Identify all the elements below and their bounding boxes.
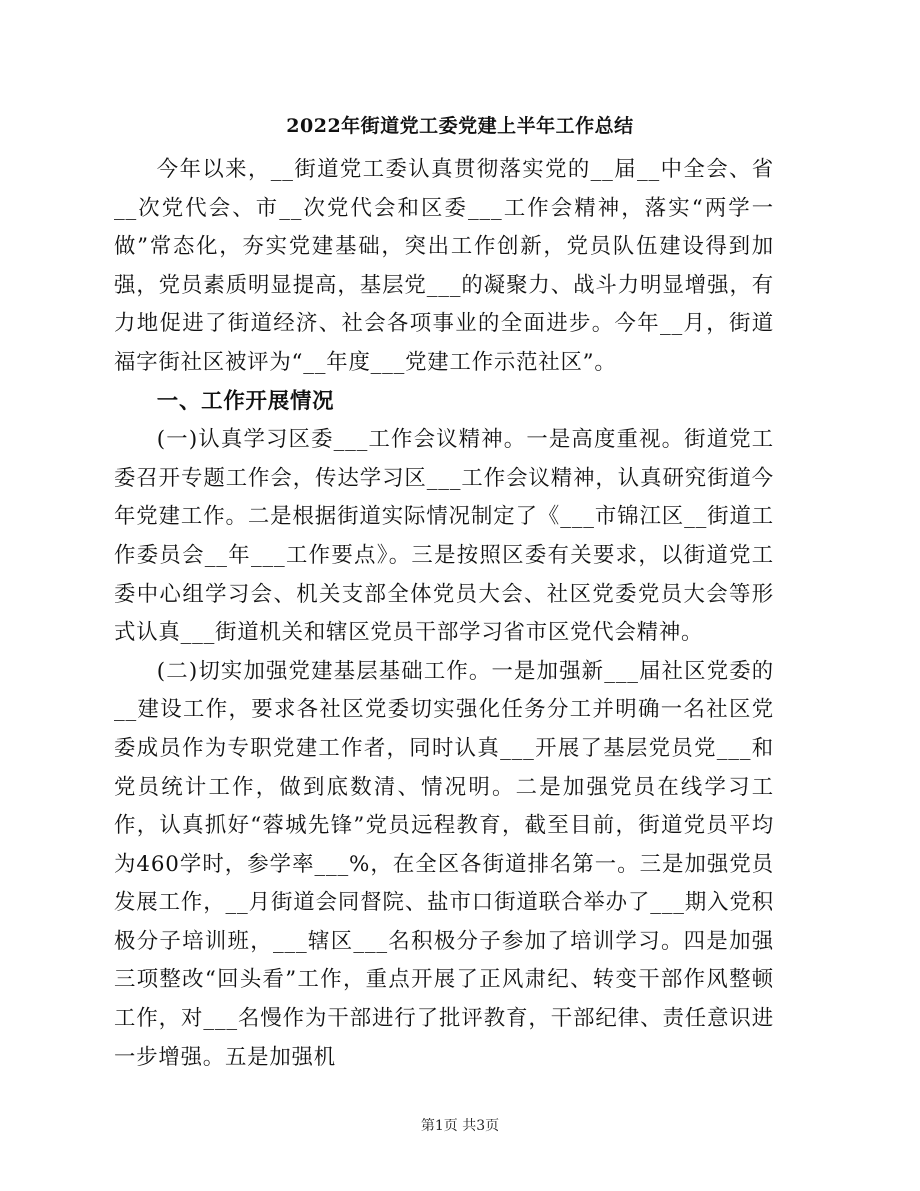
document-title: 2022年街道党工委党建上半年工作总结 [286, 115, 634, 137]
subsection-paragraph-1: (一)认真学习区委___工作会议精神。一是高度重视。街道党工委召开专题工作会，传达学习区___工作会议精神，认真研究街道今年党建工作。二是根据街道实际情况制定了《___市锦江区__街道工作委员会__年___工作要点》。三是按照区委有关要求，以街道党工委中心组学习会、机关支部全体党员大会、社区党委党员大会等形式认真___街道机关和辖区党员干部学习省市区党代会精神。 [114, 427, 774, 646]
section-heading: 一、工作开展情况 [156, 388, 335, 414]
document-body [114, 151, 774, 1077]
page-number: 第1页 共3页 [420, 1118, 500, 1134]
subsection-paragraph-2: (二)切实加强党建基层基础工作。一是加强新___届社区党委的__建设工作，要求各社区党委切实强化任务分工并明确一名社区党委成员作为专职党建工作者，同时认真___开展了基层党员党___和党员统计工作，做到底数清、情况明。二是加强党员在线学习工作，认真抓好“蓉城先锋”党员远程教育，截至目前，街道党员平均为460学时，参学率___%，在全区各街道排名第一。三是加强党员发展工作，__月街道会同督院、盐市口街道联合举办了___期入党积极分子培训班，___辖区___名积极分子参加了培训学习。四是加强三项整改“回头看”工作，重点开展了正风肃纪、转变干部作风整顿工作，对___名慢作为干部进行了批评教育，干部纪律、责任意识进一步增强。五是加强机 [114, 658, 774, 1070]
intro-paragraph: 今年以来，__街道党工委认真贯彻落实党的__届__中全会、省__次党代会、市__次党代会和区委___工作会精神，落实“两学一做”常态化，夯实党建基础，突出工作创新，党员队伍建设得到加强，党员素质明显提高，基层党___的凝聚力、战斗力明显增强，有力地促进了街道经济、社会各项事业的全面进步。今年__月，街道福字街社区被评为“__年度___党建工作示范社区”。 [114, 157, 774, 375]
